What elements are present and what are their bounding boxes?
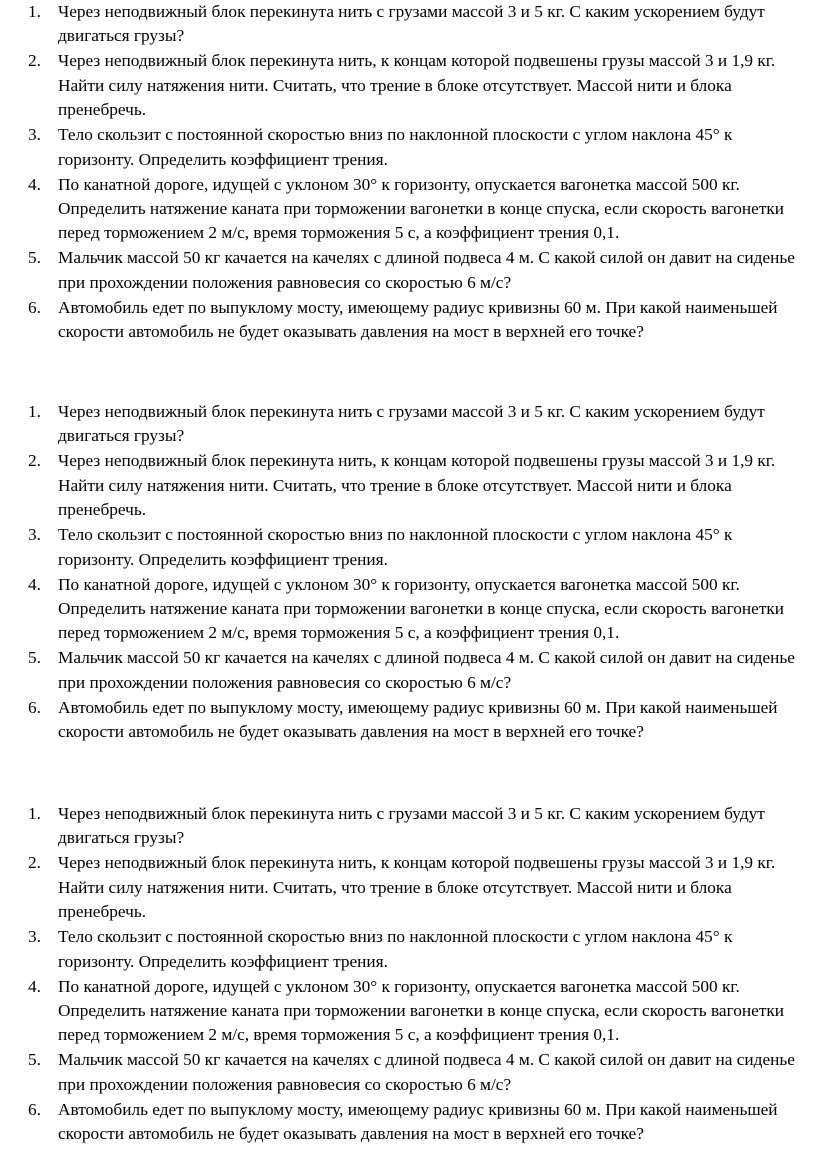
problem-text: По канатной дороге, идущей с уклоном 30° к горизонту, опускается вагонетка массой 500 кг. Определить натяжение каната при торможении вагонетки в конце спуска, если скорость вагонетки перед торможением 2 м/с, время торможения 5 с, а коэффициент трения 0,1. (58, 574, 785, 643)
problem-item (0, 449, 816, 522)
problem-text: Автомобиль едет по выпуклому мосту, имеющему радиус кривизны 60 м. При какой наименьшей скорости автомобиль не будет оказывать давления на мост в верхней его точке? (58, 697, 778, 742)
problem-number: 4. (28, 574, 41, 594)
problem-text: Через неподвижный блок перекинута нить с грузами массой 3 и 5 кг. С каким ускорением будут двигаться грузы? (58, 2, 765, 46)
problem-number: 6. (28, 1099, 41, 1119)
problem-text: По канатной дороге, идущей с уклоном 30° к горизонту, опускается вагонетка массой 500 кг. Определить натяжение каната при торможении вагонетки в конце спуска, если скорость вагонетки перед торможением 2 м/с, время торможения 5 с, а коэффициент трения 0,1. (58, 976, 785, 1045)
problem-text: Мальчик массой 50 кг качается на качелях с длиной подвеса 4 м. С какой силой он давит на сиденье при прохождении положения равновесия со скоростью 6 м/с? (58, 248, 795, 292)
problem-item (0, 696, 816, 745)
problem-number: 6. (28, 297, 41, 317)
problem-text: Автомобиль едет по выпуклому мосту, имеющему радиус кривизны 60 м. При какой наименьшей скорости автомобиль не будет оказывать давления на мост в верхней его точке? (58, 1099, 778, 1144)
problem-list-2 (0, 400, 816, 745)
problem-item (0, 123, 816, 172)
problem-number: 3. (28, 125, 41, 145)
problem-item (0, 400, 816, 449)
problem-item (0, 173, 816, 246)
problem-item (0, 1048, 816, 1097)
problem-number: 2. (28, 451, 41, 471)
problem-number: 5. (28, 1050, 41, 1070)
problem-list-3 (0, 802, 816, 1147)
problem-text: Мальчик массой 50 кг качается на качелях с длиной подвеса 4 м. С какой силой он давит на сиденье при прохождении положения равновесия со скоростью 6 м/с? (58, 1050, 795, 1094)
problem-text: Тело скользит с постоянной скоростью вниз по наклонной плоскости с углом наклона 45° к горизонту. Определить коэффициент трения. (58, 927, 733, 971)
problem-text: По канатной дороге, идущей с уклоном 30° к горизонту, опускается вагонетка массой 500 кг. Определить натяжение каната при торможении вагонетки в конце спуска, если скорость вагонетки перед торможением 2 м/с, время торможения 5 с, а коэффициент трения 0,1. (58, 174, 785, 243)
problem-item (0, 523, 816, 572)
problem-item (0, 646, 816, 695)
problem-text: Через неподвижный блок перекинута нить с грузами массой 3 и 5 кг. С каким ускорением будут двигаться грузы? (58, 402, 765, 446)
problem-text: Через неподвижный блок перекинута нить с грузами массой 3 и 5 кг. С каким ускорением будут двигаться грузы? (58, 804, 765, 848)
problem-number: 3. (28, 927, 41, 947)
problem-number: 4. (28, 976, 41, 996)
problem-item (0, 802, 816, 851)
problem-number: 6. (28, 697, 41, 717)
problem-text: Через неподвижный блок перекинута нить, к концам которой подвешены грузы массой 3 и 1,9 кг. Найти силу натяжения нити. Считать, что трение в блоке отсутствует. Массой нити и блока пренебречь. (58, 51, 776, 120)
problem-number: 2. (28, 51, 41, 71)
problem-text: Тело скользит с постоянной скоростью вниз по наклонной плоскости с углом наклона 45° к горизонту. Определить коэффициент трения. (58, 525, 733, 569)
problem-text: Тело скользит с постоянной скоростью вниз по наклонной плоскости с углом наклона 45° к горизонту. Определить коэффициент трения. (58, 125, 733, 169)
problem-item (0, 49, 816, 122)
problem-item (0, 296, 816, 345)
problem-number: 4. (28, 174, 41, 194)
problem-number: 1. (28, 2, 41, 21)
problem-number: 1. (28, 804, 41, 823)
problem-number: 1. (28, 402, 41, 421)
problem-list-1 (0, 0, 816, 345)
problem-text: Мальчик массой 50 кг качается на качелях с длиной подвеса 4 м. С какой силой он давит на сиденье при прохождении положения равновесия со скоростью 6 м/с? (58, 648, 795, 692)
problem-text: Через неподвижный блок перекинута нить, к концам которой подвешены грузы массой 3 и 1,9 кг. Найти силу натяжения нити. Считать, что трение в блоке отсутствует. Массой нити и блока пренебречь. (58, 853, 776, 922)
problem-number: 3. (28, 525, 41, 545)
problem-item (0, 0, 816, 49)
problem-number: 2. (28, 853, 41, 873)
problem-item (0, 851, 816, 924)
problem-item (0, 1098, 816, 1147)
problem-text: Через неподвижный блок перекинута нить, к концам которой подвешены грузы массой 3 и 1,9 кг. Найти силу натяжения нити. Считать, что трение в блоке отсутствует. Массой нити и блока пренебречь. (58, 451, 776, 520)
problem-number: 5. (28, 248, 41, 268)
problem-item (0, 246, 816, 295)
problem-item (0, 925, 816, 974)
problem-item (0, 975, 816, 1048)
problem-number: 5. (28, 648, 41, 668)
problem-text: Автомобиль едет по выпуклому мосту, имеющему радиус кривизны 60 м. При какой наименьшей скорости автомобиль не будет оказывать давления на мост в верхней его точке? (58, 297, 778, 342)
problem-item (0, 573, 816, 646)
